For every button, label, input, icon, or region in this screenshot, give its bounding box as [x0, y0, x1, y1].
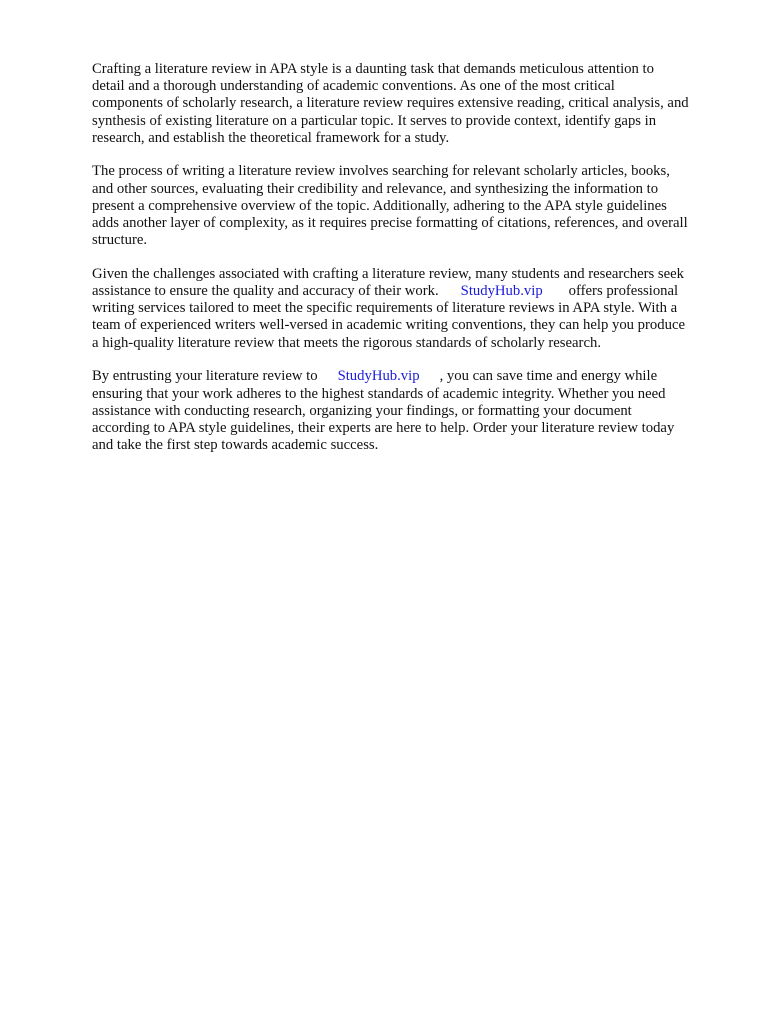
- text-line: Given the challenges associated with crafting a literature review, many students and researchers seek: [92, 265, 685, 282]
- text-line: adds another layer of complexity, as it requires precise formatting of citations, references, and overall: [92, 215, 688, 231]
- text-line: writing services tailored to meet the specific requirements of literature reviews in APA style. With a: [92, 300, 678, 317]
- text-segment: By entrusting your literature review to: [92, 368, 318, 385]
- text-segment: assistance to ensure the quality and accuracy of their work.: [92, 283, 439, 300]
- text-line: Crafting a literature review in APA style is a daunting task that demands meticulous attention to: [92, 61, 654, 77]
- text-line: structure.: [92, 232, 148, 249]
- text-line: detail and a thorough understanding of academic conventions. As one of the most critical: [92, 78, 615, 95]
- text-line: synthesis of existing literature on a particular topic. It serves to provide context, identify gaps in: [92, 112, 657, 129]
- text-line-with-link: [92, 283, 728, 300]
- paragraph-entrusting: [92, 368, 728, 454]
- paragraph-intro: [92, 61, 728, 147]
- text-line: research, and establish the theoretical framework for a study.: [92, 129, 450, 146]
- text-segment: offers professional: [568, 283, 679, 300]
- text-line: assistance with conducting research, organizing your findings, or formatting your document: [92, 402, 632, 419]
- text-line: components of scholarly research, a literature review requires extensive reading, critical analysis, and: [92, 95, 689, 112]
- text-line: The process of writing a literature review involves searching for relevant scholarly articles, books,: [92, 163, 670, 180]
- text-line-with-link: [92, 368, 728, 385]
- text-segment: , you can save time and energy while: [439, 368, 658, 385]
- text-line: ensuring that your work adheres to the highest standards of academic integrity. Whether you need: [92, 385, 666, 402]
- paragraph-process: [92, 163, 728, 249]
- text-line: and other sources, evaluating their credibility and relevance, and synthesizing the information to: [92, 180, 659, 197]
- text-line: according to APA style guidelines, their experts are here to help. Order your literature review today: [92, 419, 675, 436]
- text-line: a high-quality literature review that meets the rigorous standards of scholarly research.: [92, 334, 601, 351]
- text-line: present a comprehensive overview of the topic. Additionally, adhering to the APA style guidelines: [92, 197, 667, 214]
- text-line: and take the first step towards academic success.: [92, 437, 379, 454]
- studyhub-link[interactable]: StudyHub.vip: [460, 283, 543, 300]
- studyhub-link[interactable]: StudyHub.vip: [337, 368, 420, 385]
- text-line: team of experienced writers well-versed in academic writing conventions, they can help you produce: [92, 317, 685, 334]
- document-body: [92, 61, 728, 471]
- paragraph-challenges: [92, 266, 728, 352]
